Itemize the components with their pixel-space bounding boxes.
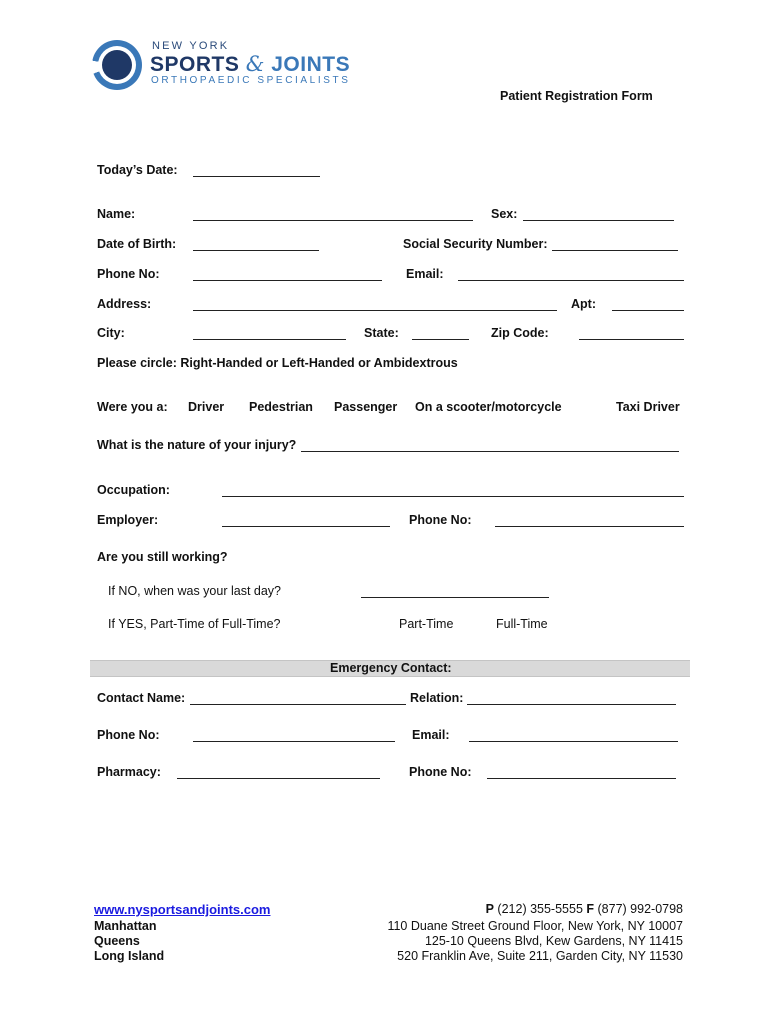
address-queens: 125-10 Queens Blvd, Kew Gardens, NY 11415 — [424, 934, 683, 948]
emergency-phone-label: Phone No: — [97, 728, 160, 742]
option-pedestrian[interactable]: Pedestrian — [249, 400, 313, 414]
ssn-label: Social Security Number: — [403, 237, 548, 251]
apt-field[interactable] — [612, 310, 684, 311]
option-passenger[interactable]: Passenger — [334, 400, 398, 414]
todays-date-field[interactable] — [193, 176, 320, 177]
emergency-email-field[interactable] — [469, 741, 678, 742]
zip-label: Zip Code: — [491, 326, 549, 340]
address-field[interactable] — [193, 310, 557, 311]
sex-field[interactable] — [523, 220, 674, 221]
option-full-time[interactable]: Full-Time — [496, 617, 548, 631]
ssn-field[interactable] — [552, 250, 678, 251]
relation-field[interactable] — [467, 704, 676, 705]
address-manhattan: 110 Duane Street Ground Floor, New York, NY 10007 — [387, 919, 683, 933]
zip-field[interactable] — [579, 339, 684, 340]
phone-field[interactable] — [193, 280, 382, 281]
dob-label: Date of Birth: — [97, 237, 177, 251]
website-link[interactable]: www.nysportsandjoints.com — [94, 902, 271, 917]
apt-label: Apt: — [571, 297, 596, 311]
address-long-island: 520 Franklin Ave, Suite 211, Garden City, NY 11530 — [397, 949, 683, 963]
pharmacy-field[interactable] — [177, 778, 380, 779]
logo-sports-joints: SPORTS & JOINTS — [150, 52, 351, 76]
option-scooter[interactable]: On a scooter/motorcycle — [415, 400, 562, 414]
last-day-field[interactable] — [361, 597, 549, 598]
pharmacy-phone-label: Phone No: — [409, 765, 472, 779]
contact-name-field[interactable] — [190, 704, 406, 705]
injury-label: What is the nature of your injury? — [97, 438, 297, 452]
employer-field[interactable] — [222, 526, 390, 527]
form-title: Patient Registration Form — [500, 89, 653, 103]
sex-label: Sex: — [491, 207, 518, 221]
location-queens: Queens — [94, 934, 140, 948]
logo-new-york: NEW YORK — [152, 40, 230, 52]
contact-name-label: Contact Name: — [97, 691, 186, 705]
were-you-label: Were you a: — [97, 400, 168, 414]
email-field[interactable] — [458, 280, 684, 281]
state-field[interactable] — [412, 339, 469, 340]
city-field[interactable] — [193, 339, 346, 340]
emergency-email-label: Email: — [412, 728, 450, 742]
still-working-label: Are you still working? — [97, 550, 228, 564]
city-label: City: — [97, 326, 125, 340]
pharmacy-phone-field[interactable] — [487, 778, 676, 779]
location-long-island: Long Island — [94, 949, 165, 963]
injury-field[interactable] — [301, 451, 679, 452]
option-driver[interactable]: Driver — [188, 400, 225, 414]
email-label: Email: — [406, 267, 444, 281]
todays-date-label: Today’s Date: — [97, 163, 178, 177]
logo-ball-icon — [102, 50, 132, 80]
emergency-header: Emergency Contact: — [330, 661, 452, 675]
location-manhattan: Manhattan — [94, 919, 157, 933]
employer-phone-label: Phone No: — [409, 513, 472, 527]
name-label: Name: — [97, 207, 136, 221]
phone-label: Phone No: — [97, 267, 160, 281]
employer-phone-field[interactable] — [495, 526, 684, 527]
pharmacy-label: Pharmacy: — [97, 765, 161, 779]
relation-label: Relation: — [410, 691, 464, 705]
logo-orthopaedic: ORTHOPAEDIC SPECIALISTS — [151, 75, 351, 86]
state-label: State: — [364, 326, 399, 340]
occupation-label: Occupation: — [97, 483, 170, 497]
name-field[interactable] — [193, 220, 473, 221]
if-yes-label: If YES, Part-Time of Full-Time? — [108, 617, 281, 631]
if-no-label: If NO, when was your last day? — [108, 584, 281, 598]
handedness-prompt[interactable]: Please circle: Right-Handed or Left-Handed or Ambidextrous — [97, 356, 458, 370]
option-part-time[interactable]: Part-Time — [399, 617, 454, 631]
occupation-field[interactable] — [222, 496, 684, 497]
dob-field[interactable] — [193, 250, 319, 251]
address-label: Address: — [97, 297, 152, 311]
contact-numbers: P (212) 355-5555 F (877) 992-0798 — [485, 902, 683, 916]
employer-label: Employer: — [97, 513, 159, 527]
option-taxi-driver[interactable]: Taxi Driver — [616, 400, 680, 414]
emergency-phone-field[interactable] — [193, 741, 395, 742]
